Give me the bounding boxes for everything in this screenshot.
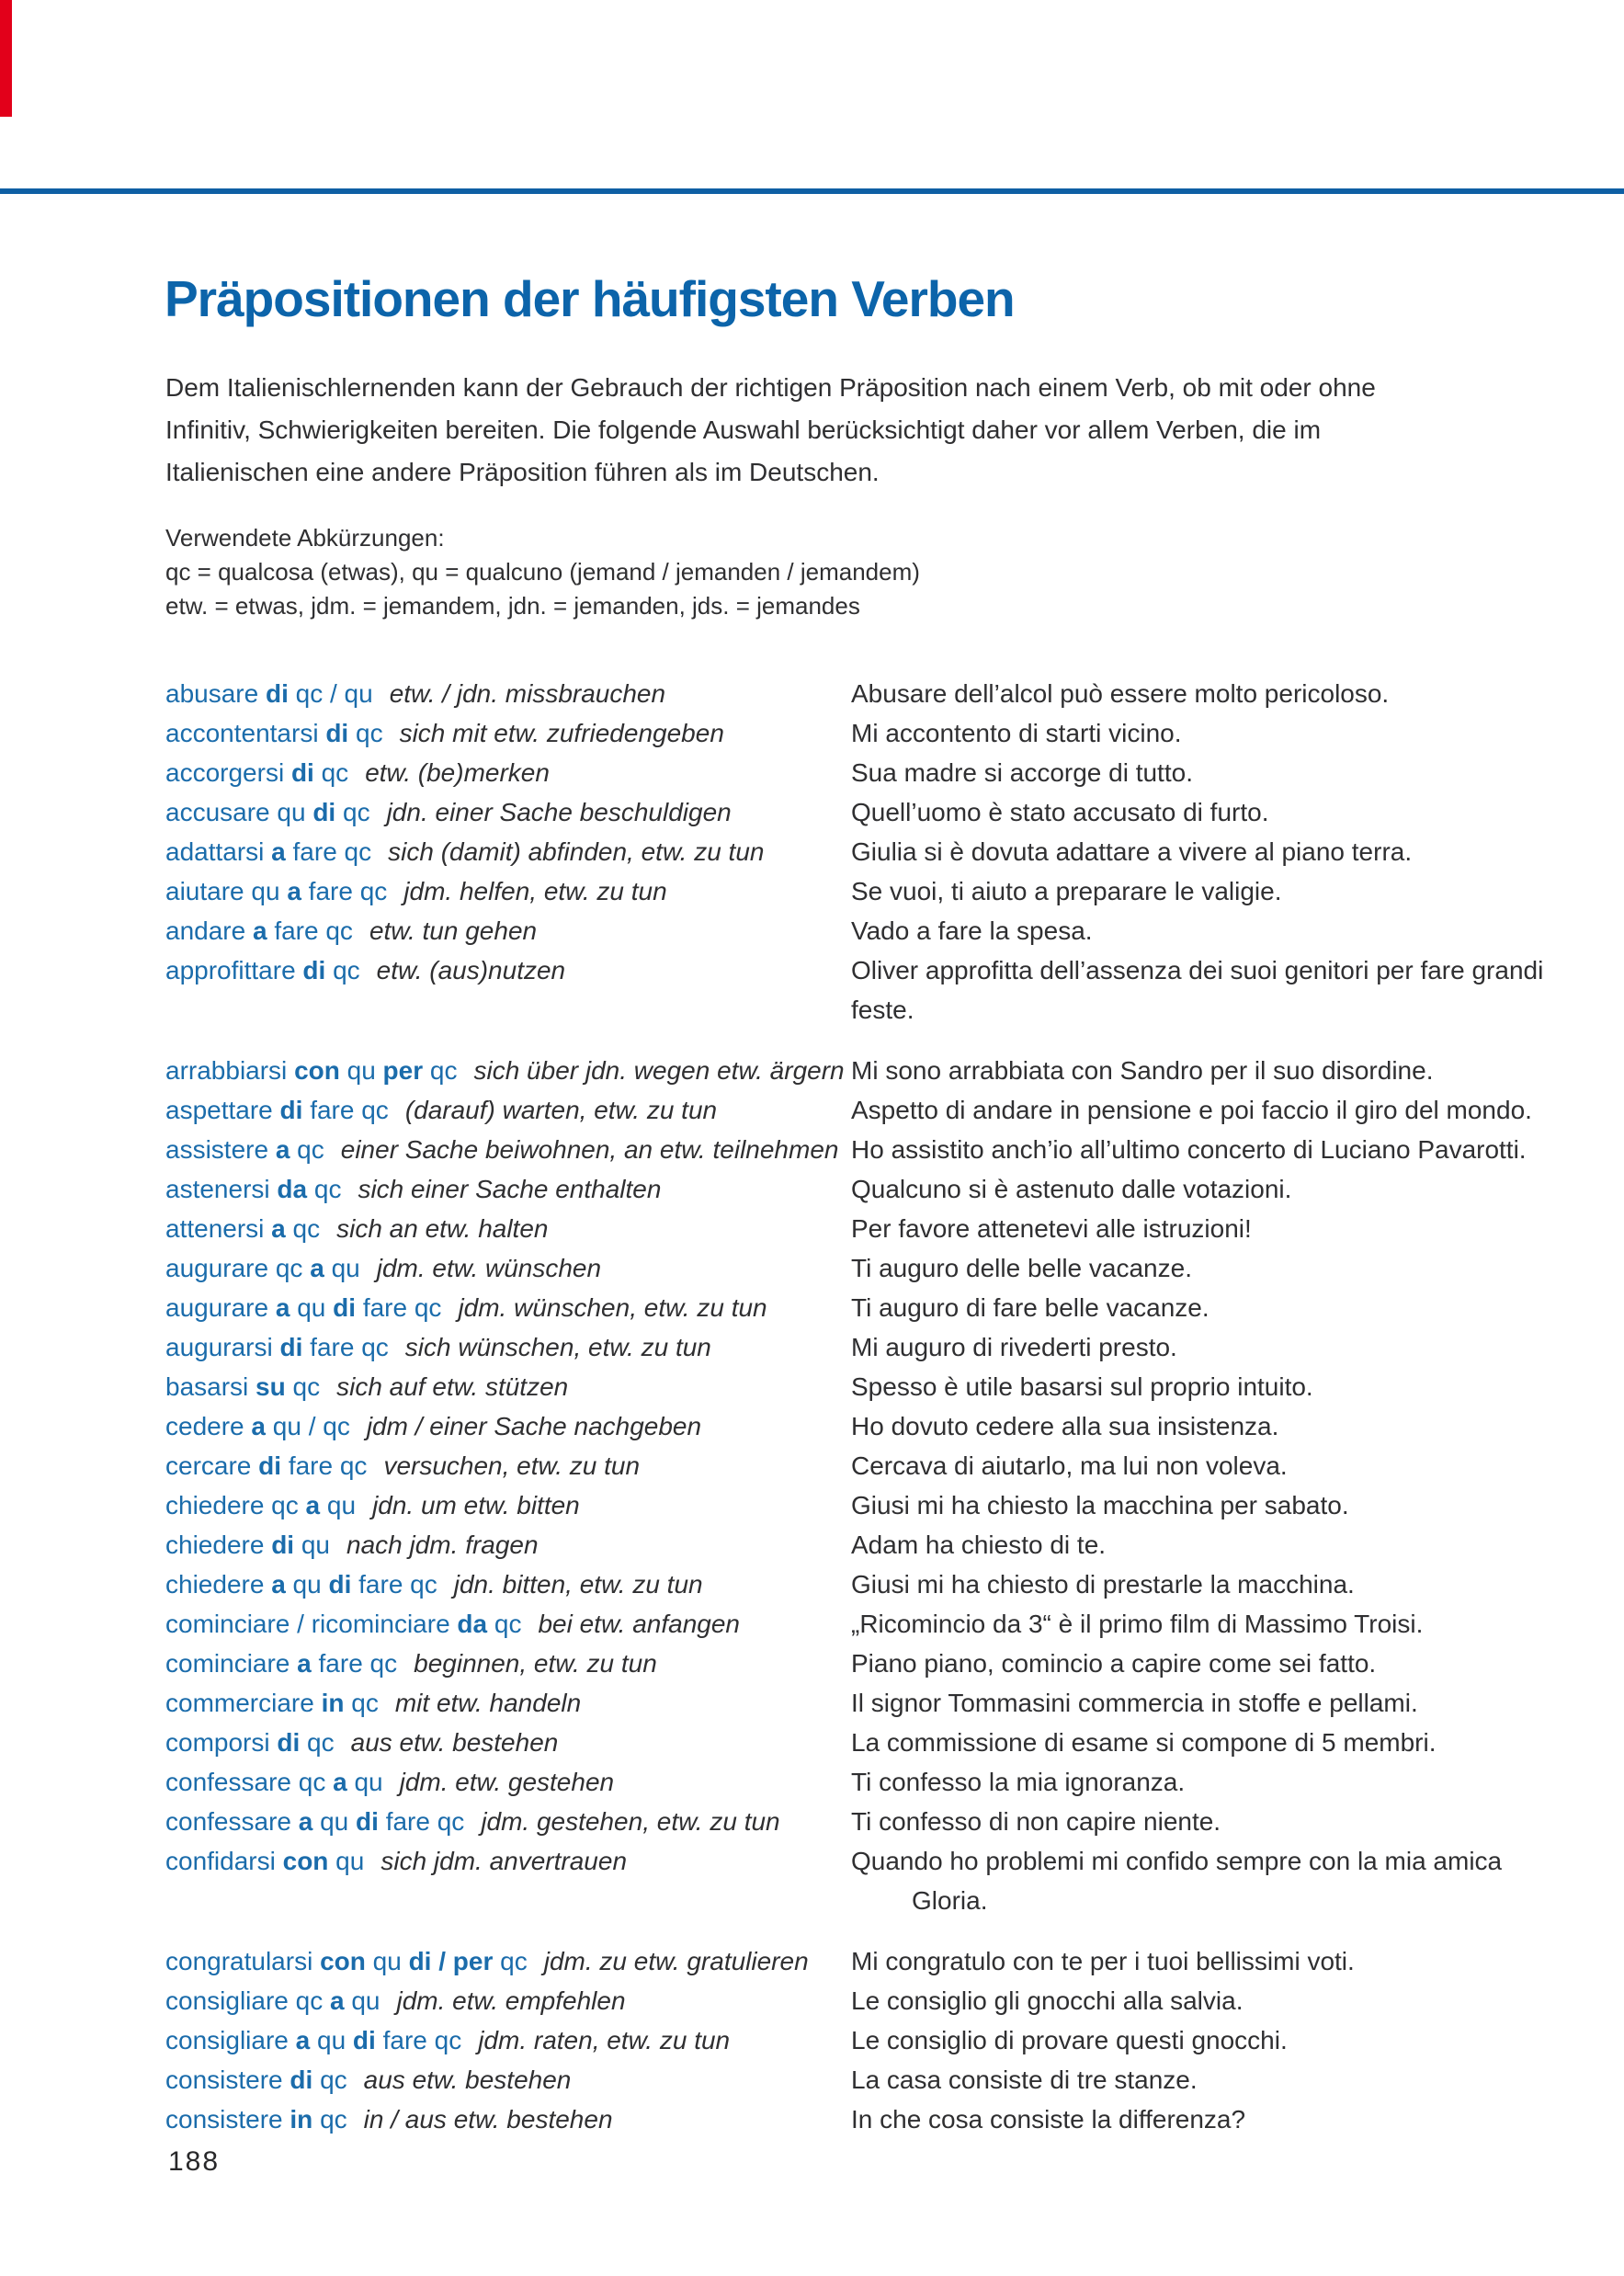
example-sentence: Il signor Tommasini commercia in stoffe e pellami. bbox=[851, 1689, 1418, 1717]
german-translation: jdm. helfen, etw. zu tun bbox=[403, 877, 667, 905]
entry-row bbox=[165, 1248, 1605, 1288]
entry-left-cell bbox=[165, 1446, 851, 1485]
entry-left-cell bbox=[165, 1723, 851, 1762]
entry-row bbox=[165, 1841, 1605, 1920]
abbreviations-line: qc = qualcosa (etwas), qu = qualcuno (jemand / jemanden / jemandem) bbox=[165, 558, 920, 586]
example-sentence: Ho assistito anch’io all’ultimo concerto di Luciano Pavarotti. bbox=[851, 1135, 1527, 1164]
italian-verb-phrase: augurarsi di fare qc bbox=[165, 1333, 389, 1361]
entry-row bbox=[165, 1723, 1605, 1762]
example-sentence: Mi congratulo con te per i tuoi bellissimi voti. bbox=[851, 1947, 1355, 1975]
entry-row bbox=[165, 1367, 1605, 1406]
italian-verb-phrase: consistere in qc bbox=[165, 2105, 347, 2134]
german-translation: etw. tun gehen bbox=[369, 916, 538, 945]
entry-row bbox=[165, 1525, 1605, 1565]
example-sentence: Piano piano, comincio a capire come sei fatto. bbox=[851, 1649, 1377, 1678]
entry-left-cell bbox=[165, 713, 851, 753]
entry-row bbox=[165, 1051, 1605, 1090]
example-sentence: Giulia si è dovuta adattare a vivere al piano terra. bbox=[851, 837, 1413, 866]
italian-verb-phrase: consigliare a qu di fare qc bbox=[165, 2026, 462, 2054]
example-sentence: Giusi mi ha chiesto la macchina per sabato. bbox=[851, 1491, 1349, 1519]
intro-line: Dem Italienischlernenden kann der Gebrauch der richtigen Präposition nach einem Verb, ob mit oder ohne bbox=[165, 373, 1376, 402]
italian-verb-phrase: comporsi di qc bbox=[165, 1728, 335, 1757]
example-sentence: Ho dovuto cedere alla sua insistenza. bbox=[851, 1412, 1279, 1440]
italian-verb-phrase: chiedere qc a qu bbox=[165, 1491, 357, 1519]
example-sentence: Ti confesso la mia ignoranza. bbox=[851, 1768, 1186, 1796]
example-sentence: Per favore attenetevi alle istruzioni! bbox=[851, 1214, 1252, 1243]
german-translation: beginnen, etw. zu tun bbox=[414, 1649, 657, 1678]
italian-verb-phrase: arrabbiarsi con qu per qc bbox=[165, 1056, 458, 1085]
entry-row bbox=[165, 1169, 1605, 1209]
entry-row bbox=[165, 832, 1605, 871]
entry-row bbox=[165, 1644, 1605, 1683]
example-sentence: Ti auguro delle belle vacanze. bbox=[851, 1254, 1192, 1282]
german-translation: etw. (aus)nutzen bbox=[376, 956, 566, 984]
entry-left-cell bbox=[165, 1367, 851, 1406]
entry-left-cell bbox=[165, 1802, 851, 1841]
intro-paragraph bbox=[165, 367, 1585, 494]
italian-verb-phrase: accorgersi di qc bbox=[165, 758, 349, 787]
german-translation: etw. / jdn. missbrauchen bbox=[389, 679, 666, 708]
entry-left-cell bbox=[165, 1169, 851, 1209]
entry-row bbox=[165, 1565, 1605, 1604]
entry-left-cell bbox=[165, 2060, 851, 2100]
german-translation: sich jdm. anvertrauen bbox=[380, 1847, 628, 1875]
entry-row bbox=[165, 1683, 1605, 1723]
german-translation: jdm. gestehen, etw. zu tun bbox=[481, 1807, 780, 1836]
entry-left-cell bbox=[165, 1604, 851, 1644]
german-translation: jdm. etw. gestehen bbox=[399, 1768, 615, 1796]
italian-verb-phrase: accusare qu di qc bbox=[165, 798, 370, 826]
example-sentence: „Ricomincio da 3“ è il primo film di Massimo Troisi. bbox=[851, 1610, 1424, 1638]
italian-verb-phrase: abusare di qc / qu bbox=[165, 679, 373, 708]
example-sentence: Spesso è utile basarsi sul proprio intuito. bbox=[851, 1372, 1313, 1401]
entry-row bbox=[165, 753, 1605, 792]
example-sentence: Vado a fare la spesa. bbox=[851, 916, 1093, 945]
entry-row bbox=[165, 1802, 1605, 1841]
example-sentence: Oliver approfitta dell’assenza dei suoi genitori per fare grandi feste. bbox=[851, 956, 1544, 1024]
german-translation: sich einer Sache enthalten bbox=[358, 1175, 662, 1203]
italian-verb-phrase: assistere a qc bbox=[165, 1135, 324, 1164]
abbreviations-line: etw. = etwas, jdm. = jemandem, jdn. = jemanden, jds. = jemandes bbox=[165, 592, 860, 620]
entry-left-cell bbox=[165, 1565, 851, 1604]
german-translation: jdn. einer Sache beschuldigen bbox=[386, 798, 732, 826]
abbreviations-block bbox=[165, 521, 1452, 623]
example-sentence: Mi sono arrabbiata con Sandro per il suo disordine. bbox=[851, 1056, 1434, 1085]
entry-left-cell bbox=[165, 871, 851, 911]
german-translation: versuchen, etw. zu tun bbox=[383, 1451, 641, 1480]
entry-left-cell bbox=[165, 1762, 851, 1802]
intro-line: Infinitiv, Schwierigkeiten bereiten. Die folgende Auswahl berücksichtigt daher vor allem Verben, die im bbox=[165, 415, 1322, 444]
entry-row bbox=[165, 1209, 1605, 1248]
italian-verb-phrase: confessare a qu di fare qc bbox=[165, 1807, 465, 1836]
example-sentence: La commissione di esame si compone di 5 membri. bbox=[851, 1728, 1437, 1757]
example-sentence: Sua madre si accorge di tutto. bbox=[851, 758, 1193, 787]
entry-row bbox=[165, 1327, 1605, 1367]
entry-row bbox=[165, 2100, 1605, 2139]
italian-verb-phrase: aiutare qu a fare qc bbox=[165, 877, 388, 905]
italian-verb-phrase: basarsi su qc bbox=[165, 1372, 321, 1401]
italian-verb-phrase: approfittare di qc bbox=[165, 956, 360, 984]
italian-verb-phrase: attenersi a qc bbox=[165, 1214, 321, 1243]
example-sentence: Le consiglio di provare questi gnocchi. bbox=[851, 2026, 1288, 2054]
german-translation: jdn. bitten, etw. zu tun bbox=[453, 1570, 703, 1599]
example-sentence: Abusare dell’alcol può essere molto pericoloso. bbox=[851, 679, 1390, 708]
german-translation: jdm. zu etw. gratulieren bbox=[543, 1947, 809, 1975]
example-sentence: Le consiglio gli gnocchi alla salvia. bbox=[851, 1986, 1244, 2015]
entry-row bbox=[165, 1762, 1605, 1802]
entry-left-cell bbox=[165, 1209, 851, 1248]
entry-left-cell bbox=[165, 1525, 851, 1565]
intro-line: Italienischen eine andere Präposition führen als im Deutschen. bbox=[165, 458, 880, 486]
entry-left-cell bbox=[165, 1327, 851, 1367]
example-sentence: Ti confesso di non capire niente. bbox=[851, 1807, 1221, 1836]
entry-row bbox=[165, 713, 1605, 753]
german-translation: jdm. wünschen, etw. zu tun bbox=[458, 1293, 767, 1322]
italian-verb-phrase: commerciare in qc bbox=[165, 1689, 379, 1717]
entry-left-cell bbox=[165, 1941, 851, 1981]
entry-row bbox=[165, 1288, 1605, 1327]
italian-verb-phrase: confessare qc a qu bbox=[165, 1768, 383, 1796]
verb-preposition-list bbox=[165, 674, 1605, 2139]
italian-verb-phrase: adattarsi a fare qc bbox=[165, 837, 372, 866]
example-sentence: La casa consiste di tre stanze. bbox=[851, 2065, 1198, 2094]
abbreviations-heading: Verwendete Abkürzungen: bbox=[165, 524, 445, 552]
italian-verb-phrase: andare a fare qc bbox=[165, 916, 353, 945]
italian-verb-phrase: cercare di fare qc bbox=[165, 1451, 368, 1480]
german-translation: aus etw. bestehen bbox=[350, 1728, 559, 1757]
german-translation: etw. (be)merken bbox=[365, 758, 550, 787]
entry-row bbox=[165, 674, 1605, 713]
italian-verb-phrase: augurare a qu di fare qc bbox=[165, 1293, 442, 1322]
entry-left-cell bbox=[165, 950, 851, 990]
german-translation: jdm / einer Sache nachgeben bbox=[366, 1412, 702, 1440]
entry-left-cell bbox=[165, 1841, 851, 1881]
example-sentence: Adam ha chiesto di te. bbox=[851, 1531, 1107, 1559]
entry-row bbox=[165, 911, 1605, 950]
entry-left-cell bbox=[165, 674, 851, 713]
german-translation: jdm. etw. empfehlen bbox=[396, 1986, 626, 2015]
entry-row bbox=[165, 792, 1605, 832]
italian-verb-phrase: cedere a qu / qc bbox=[165, 1412, 350, 1440]
example-sentence: Ti auguro di fare belle vacanze. bbox=[851, 1293, 1209, 1322]
german-translation: einer Sache beiwohnen, an etw. teilnehmen bbox=[340, 1135, 839, 1164]
example-sentence: Quando ho problemi mi confido sempre con la mia amica Gloria. bbox=[851, 1847, 1503, 1915]
german-translation: nach jdm. fragen bbox=[346, 1531, 539, 1559]
example-sentence: In che cosa consiste la differenza? bbox=[851, 2105, 1246, 2134]
german-translation: bei etw. anfangen bbox=[538, 1610, 740, 1638]
entry-row bbox=[165, 1406, 1605, 1446]
entry-left-cell bbox=[165, 1051, 851, 1090]
entry-left-cell bbox=[165, 1644, 851, 1683]
example-sentence: Aspetto di andare in pensione e poi faccio il giro del mondo. bbox=[851, 1096, 1532, 1124]
italian-verb-phrase: chiedere di qu bbox=[165, 1531, 331, 1559]
example-sentence: Cercava di aiutarlo, ma lui non voleva. bbox=[851, 1451, 1288, 1480]
entry-left-cell bbox=[165, 1288, 851, 1327]
entry-left-cell bbox=[165, 792, 851, 832]
example-sentence: Qualcuno si è astenuto dalle votazioni. bbox=[851, 1175, 1292, 1203]
entry-left-cell bbox=[165, 832, 851, 871]
italian-verb-phrase: augurare qc a qu bbox=[165, 1254, 360, 1282]
entry-left-cell bbox=[165, 911, 851, 950]
entry-row bbox=[165, 1604, 1605, 1644]
german-translation: sich (damit) abfinden, etw. zu tun bbox=[388, 837, 765, 866]
entry-left-cell bbox=[165, 1130, 851, 1169]
header-rule bbox=[0, 188, 1624, 194]
entry-left-cell bbox=[165, 753, 851, 792]
italian-verb-phrase: cominciare a fare qc bbox=[165, 1649, 398, 1678]
entry-left-cell bbox=[165, 2020, 851, 2060]
entry-left-cell bbox=[165, 1248, 851, 1288]
german-translation: sich wünschen, etw. zu tun bbox=[404, 1333, 711, 1361]
example-sentence: Mi accontento di starti vicino. bbox=[851, 719, 1182, 747]
german-translation: sich mit etw. zufriedengeben bbox=[399, 719, 724, 747]
entry-row bbox=[165, 1981, 1605, 2020]
italian-verb-phrase: astenersi da qc bbox=[165, 1175, 342, 1203]
page-number: 188 bbox=[168, 2146, 221, 2177]
entry-row bbox=[165, 1446, 1605, 1485]
entry-row bbox=[165, 1090, 1605, 1130]
german-translation: sich an etw. halten bbox=[336, 1214, 549, 1243]
italian-verb-phrase: aspettare di fare qc bbox=[165, 1096, 389, 1124]
example-sentence: Quell’uomo è stato accusato di furto. bbox=[851, 798, 1269, 826]
italian-verb-phrase: consistere di qc bbox=[165, 2065, 347, 2094]
entry-left-cell bbox=[165, 2100, 851, 2139]
german-translation: mit etw. handeln bbox=[394, 1689, 582, 1717]
entry-row bbox=[165, 871, 1605, 911]
italian-verb-phrase: cominciare / ricominciare da qc bbox=[165, 1610, 522, 1638]
german-translation: jdn. um etw. bitten bbox=[372, 1491, 580, 1519]
entry-left-cell bbox=[165, 1683, 851, 1723]
italian-verb-phrase: chiedere a qu di fare qc bbox=[165, 1570, 437, 1599]
entry-row bbox=[165, 1941, 1605, 1981]
example-sentence: Se vuoi, ti aiuto a preparare le valigie. bbox=[851, 877, 1282, 905]
italian-verb-phrase: confidarsi con qu bbox=[165, 1847, 365, 1875]
german-translation: aus etw. bestehen bbox=[363, 2065, 572, 2094]
entry-left-cell bbox=[165, 1406, 851, 1446]
entry-left-cell bbox=[165, 1485, 851, 1525]
german-translation: (darauf) warten, etw. zu tun bbox=[404, 1096, 718, 1124]
italian-verb-phrase: consigliare qc a qu bbox=[165, 1986, 380, 2015]
german-translation: jdm. etw. wünschen bbox=[376, 1254, 602, 1282]
german-translation: sich auf etw. stützen bbox=[336, 1372, 569, 1401]
example-sentence: Giusi mi ha chiesto di prestarle la macchina. bbox=[851, 1570, 1355, 1599]
entry-left-cell bbox=[165, 1090, 851, 1130]
example-sentence: Mi auguro di rivederti presto. bbox=[851, 1333, 1177, 1361]
page-title: Präpositionen der häufigsten Verben bbox=[165, 270, 1015, 327]
entry-row bbox=[165, 2020, 1605, 2060]
entry-row bbox=[165, 1130, 1605, 1169]
entry-row bbox=[165, 2060, 1605, 2100]
german-translation: jdm. raten, etw. zu tun bbox=[478, 2026, 731, 2054]
entry-left-cell bbox=[165, 1981, 851, 2020]
entry-row bbox=[165, 950, 1605, 1030]
italian-verb-phrase: accontentarsi di qc bbox=[165, 719, 383, 747]
chapter-edge-tab bbox=[0, 0, 12, 117]
german-translation: in / aus etw. bestehen bbox=[363, 2105, 613, 2134]
entry-row bbox=[165, 1485, 1605, 1525]
german-translation: sich über jdn. wegen etw. ärgern bbox=[473, 1056, 845, 1085]
italian-verb-phrase: congratularsi con qu di / per qc bbox=[165, 1947, 528, 1975]
